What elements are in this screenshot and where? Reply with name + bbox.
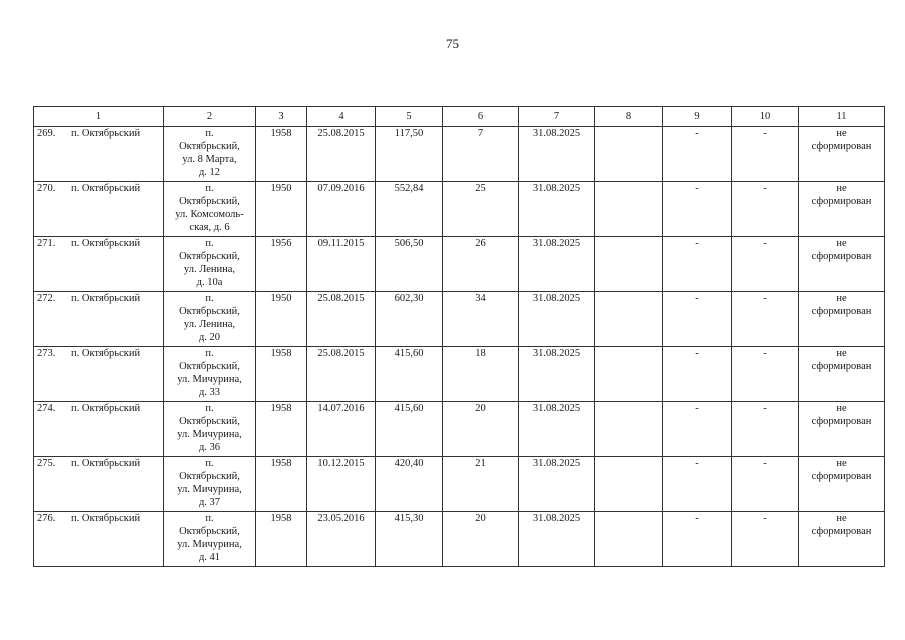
cell-address-text: Октябрьский, [179, 526, 240, 537]
row-number: 276. [37, 513, 56, 524]
cell-area-text: 552,84 [394, 183, 424, 194]
cell-date [307, 347, 376, 402]
row-number: 270. [37, 183, 56, 194]
cell-col10-text: - [763, 403, 767, 414]
cell-address-text: ул. Мичурина, [177, 484, 242, 495]
cell-count-text: 18 [475, 348, 486, 359]
cell-address-text: Октябрьский, [179, 471, 240, 482]
row-number: 269. [37, 128, 56, 139]
cell-col9 [663, 127, 732, 182]
cell-address-text: ул. 8 Марта, [182, 154, 237, 165]
cell-col9-text: - [695, 403, 699, 414]
cell-address-text: п. [205, 513, 214, 524]
cell-number-locality [34, 457, 164, 512]
cell-status-text: сформирован [811, 526, 872, 537]
cell-date-text: 25.08.2015 [317, 293, 365, 304]
cell-col8 [595, 457, 663, 512]
cell-count [443, 457, 519, 512]
row-number: 271. [37, 238, 56, 249]
table-row [34, 347, 885, 402]
cell-col9 [663, 512, 732, 567]
cell-col10 [732, 512, 799, 567]
table-row [34, 292, 885, 347]
cell-date [307, 402, 376, 457]
cell-col10-text: - [763, 293, 767, 304]
cell-date2-text: 31.08.2025 [532, 293, 581, 304]
locality: п. Октябрьский [71, 458, 141, 469]
cell-address-text: ул. Мичурина, [177, 539, 242, 550]
cell-address-text: ул. Ленина, [183, 264, 236, 275]
cell-count [443, 237, 519, 292]
cell-year-text: 1958 [270, 513, 292, 524]
cell-year [256, 402, 307, 457]
cell-status-text: сформирован [811, 306, 872, 317]
table-body [34, 127, 885, 567]
cell-area-text: 506,50 [394, 238, 424, 249]
cell-count-text: 20 [475, 403, 486, 414]
column-header: 11 [799, 107, 885, 127]
cell-date2 [519, 292, 595, 347]
cell-date2 [519, 512, 595, 567]
row-number: 275. [37, 458, 56, 469]
cell-count [443, 182, 519, 237]
cell-date-text: 07.09.2016 [317, 183, 365, 194]
cell-address-text: п. [205, 293, 214, 304]
cell-count-text: 25 [475, 183, 486, 194]
cell-address-text: Октябрьский, [179, 196, 240, 207]
cell-count-text: 21 [475, 458, 486, 469]
cell-address-text: п. [205, 128, 214, 139]
cell-area [376, 127, 443, 182]
cell-col8 [595, 237, 663, 292]
cell-area [376, 237, 443, 292]
cell-status-text: сформирован [811, 196, 872, 207]
cell-address-text: ул. Мичурина, [177, 429, 242, 440]
cell-count-text: 34 [475, 293, 486, 304]
cell-col9 [663, 237, 732, 292]
cell-col9-text: - [695, 238, 699, 249]
cell-col9 [663, 402, 732, 457]
cell-area-text: 415,60 [394, 348, 424, 359]
cell-area-text: 415,30 [394, 513, 424, 524]
cell-address-text: д. 33 [198, 387, 221, 398]
cell-count-text: 20 [475, 513, 486, 524]
cell-status [799, 457, 885, 512]
cell-date2-text: 31.08.2025 [532, 403, 581, 414]
table-row [34, 182, 885, 237]
cell-address-text: ул. Ленина, [183, 319, 236, 330]
cell-address [164, 512, 256, 567]
locality: п. Октябрьский [71, 348, 141, 359]
cell-area [376, 512, 443, 567]
cell-date2-text: 31.08.2025 [532, 183, 581, 194]
cell-status [799, 402, 885, 457]
cell-number-locality [34, 292, 164, 347]
cell-year-text: 1958 [270, 348, 292, 359]
cell-date [307, 127, 376, 182]
cell-col10-text: - [763, 238, 767, 249]
cell-address-text: п. [205, 348, 214, 359]
cell-status-text: не [836, 348, 847, 359]
cell-status [799, 182, 885, 237]
cell-area-text: 420,40 [394, 458, 424, 469]
cell-date2-text: 31.08.2025 [532, 348, 581, 359]
cell-date2 [519, 457, 595, 512]
cell-status [799, 512, 885, 567]
cell-col9-text: - [695, 513, 699, 524]
column-header: 5 [376, 107, 443, 127]
locality: п. Октябрьский [71, 183, 141, 194]
cell-col9-text: - [695, 183, 699, 194]
cell-col8 [595, 292, 663, 347]
cell-date-text: 25.08.2015 [317, 348, 365, 359]
cell-address-text: п. [205, 458, 214, 469]
cell-status-text: сформирован [811, 361, 872, 372]
cell-status [799, 347, 885, 402]
cell-number-locality [34, 237, 164, 292]
cell-count [443, 347, 519, 402]
cell-year [256, 292, 307, 347]
cell-address [164, 237, 256, 292]
locality: п. Октябрьский [71, 293, 141, 304]
cell-status-text: не [836, 183, 847, 194]
cell-count [443, 292, 519, 347]
cell-address-text: Октябрьский, [179, 251, 240, 262]
cell-year-text: 1958 [270, 403, 292, 414]
cell-address-text: Октябрьский, [179, 416, 240, 427]
cell-date2-text: 31.08.2025 [532, 513, 581, 524]
cell-col8 [595, 347, 663, 402]
cell-date [307, 512, 376, 567]
cell-year [256, 182, 307, 237]
cell-date-text: 10.12.2015 [317, 458, 365, 469]
column-header: 6 [443, 107, 519, 127]
cell-address-text: Октябрьский, [179, 361, 240, 372]
cell-status [799, 292, 885, 347]
cell-address-text: ская, д. 6 [189, 222, 230, 233]
cell-col10 [732, 237, 799, 292]
column-header: 8 [595, 107, 663, 127]
page-number: 75 [446, 36, 459, 51]
cell-date2-text: 31.08.2025 [532, 458, 581, 469]
cell-date [307, 457, 376, 512]
cell-area [376, 292, 443, 347]
cell-col9-text: - [695, 348, 699, 359]
cell-address-text: д. 12 [198, 167, 221, 178]
cell-address-text: Октябрьский, [179, 306, 240, 317]
cell-date-text: 14.07.2016 [317, 403, 365, 414]
row-number: 274. [37, 403, 56, 414]
cell-col10 [732, 402, 799, 457]
cell-year-text: 1958 [270, 458, 292, 469]
cell-area [376, 182, 443, 237]
cell-area-text: 415,60 [394, 403, 424, 414]
cell-area [376, 347, 443, 402]
cell-col9 [663, 457, 732, 512]
cell-address-text: п. [205, 183, 214, 194]
cell-count [443, 512, 519, 567]
locality: п. Октябрьский [71, 403, 141, 414]
cell-col10-text: - [763, 348, 767, 359]
cell-col9 [663, 292, 732, 347]
cell-address [164, 182, 256, 237]
cell-date [307, 237, 376, 292]
cell-status-text: сформирован [811, 251, 872, 262]
cell-date-text: 25.08.2015 [317, 128, 365, 139]
cell-col10-text: - [763, 183, 767, 194]
cell-year [256, 237, 307, 292]
cell-number-locality [34, 512, 164, 567]
cell-col10-text: - [763, 458, 767, 469]
cell-date2-text: 31.08.2025 [532, 128, 581, 139]
cell-status-text: сформирован [811, 416, 872, 427]
cell-status-text: сформирован [811, 471, 872, 482]
cell-area-text: 117,50 [394, 128, 424, 139]
cell-date2 [519, 127, 595, 182]
cell-address [164, 127, 256, 182]
table-row [34, 457, 885, 512]
cell-year-text: 1958 [270, 128, 292, 139]
cell-year-text: 1950 [270, 293, 292, 304]
table-row [34, 237, 885, 292]
cell-count [443, 402, 519, 457]
locality: п. Октябрьский [71, 128, 141, 139]
cell-col8 [595, 182, 663, 237]
table-row [34, 127, 885, 182]
cell-address-text: п. [205, 403, 214, 414]
cell-date2 [519, 347, 595, 402]
cell-col10 [732, 457, 799, 512]
cell-year [256, 457, 307, 512]
cell-address-text: д. 20 [198, 332, 221, 343]
cell-col10 [732, 182, 799, 237]
row-number: 272. [37, 293, 56, 304]
cell-count-text: 7 [477, 128, 484, 139]
column-header: 7 [519, 107, 595, 127]
cell-address-text: д. 10а [196, 277, 223, 288]
column-header: 3 [256, 107, 307, 127]
cell-date [307, 182, 376, 237]
cell-year [256, 347, 307, 402]
cell-status-text: сформирован [811, 141, 872, 152]
cell-address [164, 402, 256, 457]
column-header: 4 [307, 107, 376, 127]
cell-address [164, 347, 256, 402]
cell-address-text: д. 37 [198, 497, 221, 508]
cell-year [256, 127, 307, 182]
cell-address-text: Октябрьский, [179, 141, 240, 152]
cell-col10 [732, 127, 799, 182]
cell-status-text: не [836, 458, 847, 469]
cell-col9-text: - [695, 128, 699, 139]
cell-address [164, 292, 256, 347]
cell-date2 [519, 237, 595, 292]
cell-status [799, 127, 885, 182]
cell-number-locality [34, 127, 164, 182]
cell-date2-text: 31.08.2025 [532, 238, 581, 249]
registry-table [33, 106, 885, 567]
cell-address-text: д. 41 [198, 552, 221, 563]
table-row [34, 512, 885, 567]
cell-area [376, 402, 443, 457]
row-number: 273. [37, 348, 56, 359]
cell-number-locality [34, 347, 164, 402]
cell-number-locality [34, 402, 164, 457]
cell-col10 [732, 292, 799, 347]
cell-status-text: не [836, 128, 847, 139]
cell-area [376, 457, 443, 512]
cell-col10-text: - [763, 128, 767, 139]
cell-col10-text: - [763, 513, 767, 524]
cell-address-text: п. [205, 238, 214, 249]
locality: п. Октябрьский [71, 238, 141, 249]
column-header: 9 [663, 107, 732, 127]
column-header: 2 [164, 107, 256, 127]
cell-date [307, 292, 376, 347]
cell-year-text: 1950 [270, 183, 292, 194]
cell-year-text: 1956 [270, 238, 292, 249]
column-header: 1 [34, 107, 164, 127]
cell-year [256, 512, 307, 567]
cell-status [799, 237, 885, 292]
cell-address-text: ул. Комсомоль- [175, 209, 244, 220]
cell-col8 [595, 512, 663, 567]
cell-status-text: не [836, 403, 847, 414]
cell-address [164, 457, 256, 512]
cell-date-text: 09.11.2015 [317, 238, 365, 249]
cell-number-locality [34, 182, 164, 237]
column-header: 10 [732, 107, 799, 127]
cell-col9 [663, 182, 732, 237]
cell-col9-text: - [695, 458, 699, 469]
locality: п. Октябрьский [71, 513, 141, 524]
cell-date2 [519, 182, 595, 237]
table-row [34, 402, 885, 457]
cell-date-text: 23.05.2016 [317, 513, 365, 524]
cell-col10 [732, 347, 799, 402]
cell-col8 [595, 127, 663, 182]
cell-count [443, 127, 519, 182]
cell-col9-text: - [695, 293, 699, 304]
cell-col9 [663, 347, 732, 402]
cell-date2 [519, 402, 595, 457]
header-row [34, 107, 885, 127]
cell-status-text: не [836, 293, 847, 304]
cell-count-text: 26 [475, 238, 486, 249]
cell-address-text: ул. Мичурина, [177, 374, 242, 385]
cell-status-text: не [836, 513, 847, 524]
cell-status-text: не [836, 238, 847, 249]
cell-area-text: 602,30 [394, 293, 424, 304]
cell-address-text: д. 36 [198, 442, 221, 453]
cell-col8 [595, 402, 663, 457]
